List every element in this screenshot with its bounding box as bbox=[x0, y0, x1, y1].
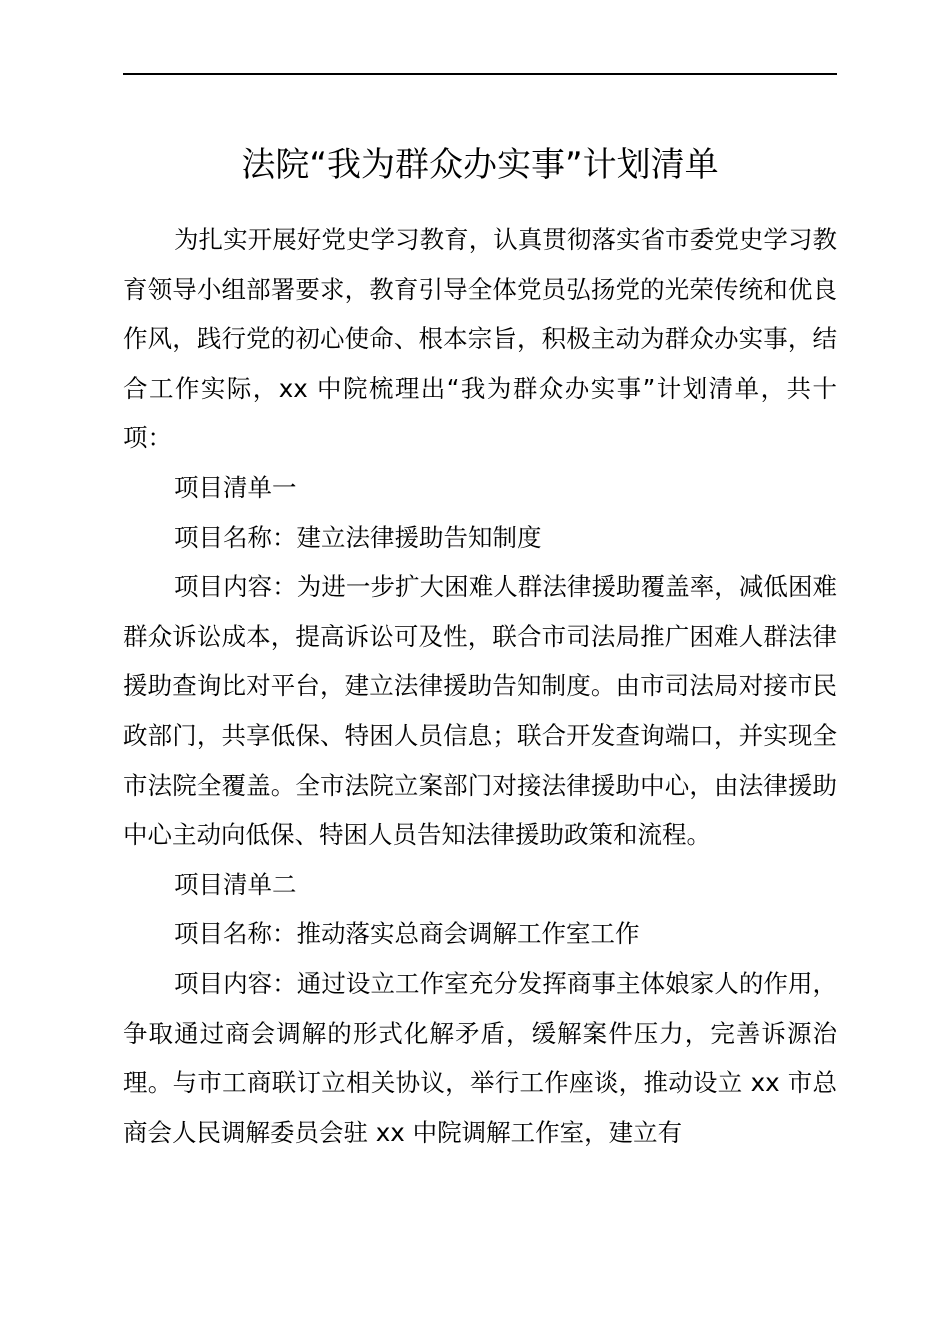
document-title: 法院“我为群众办实事”计划清单 bbox=[241, 145, 719, 185]
item-1-content: 项目内容：为进一步扩大困难人群法律援助覆盖率，减低困难群众诉讼成本，提高诉讼可及性，联合市司法局推广困难人群法律援助查询比对平台，建立法律援助告知制度。由市司法局对接市民政部门，共享低保、特困人员信息；联合开发查询端口，并实现全市法院全覆盖。全市法院立案部门对接法律援助中心，由法律援助中心主动向低保、特困人员告知法律援助政策和流程。 bbox=[123, 572, 837, 850]
item-2-name: 项目名称：推动落实总商会调解工作室工作 bbox=[174, 919, 640, 949]
item-2-heading: 项目清单二 bbox=[174, 869, 297, 899]
item-2-content: 项目内容：通过设立工作室充分发挥商事主体娘家人的作用，争取通过商会调解的形式化解矛盾，缓解案件压力，完善诉源治理。与市工商联订立相关协议，举行工作座谈，推动设立 xx 市总商会人民调解委员会驻 xx 中院调解工作室，建立有 bbox=[123, 968, 837, 1147]
document-body bbox=[123, 215, 837, 1157]
item-1-name: 项目名称：建立法律援助告知制度 bbox=[174, 522, 542, 552]
intro-paragraph: 为扎实开展好党史学习教育，认真贯彻落实省市委党史学习教育领导小组部署要求，教育引导全体党员弘扬党的光荣传统和优良作风，践行党的初心使命、根本宗旨，积极主动为群众办实事，结合工作实际，xx 中院梳理出“我为群众办实事”计划清单，共十项： bbox=[123, 225, 837, 453]
header-rule bbox=[123, 73, 837, 75]
item-1-heading: 项目清单一 bbox=[174, 472, 297, 502]
